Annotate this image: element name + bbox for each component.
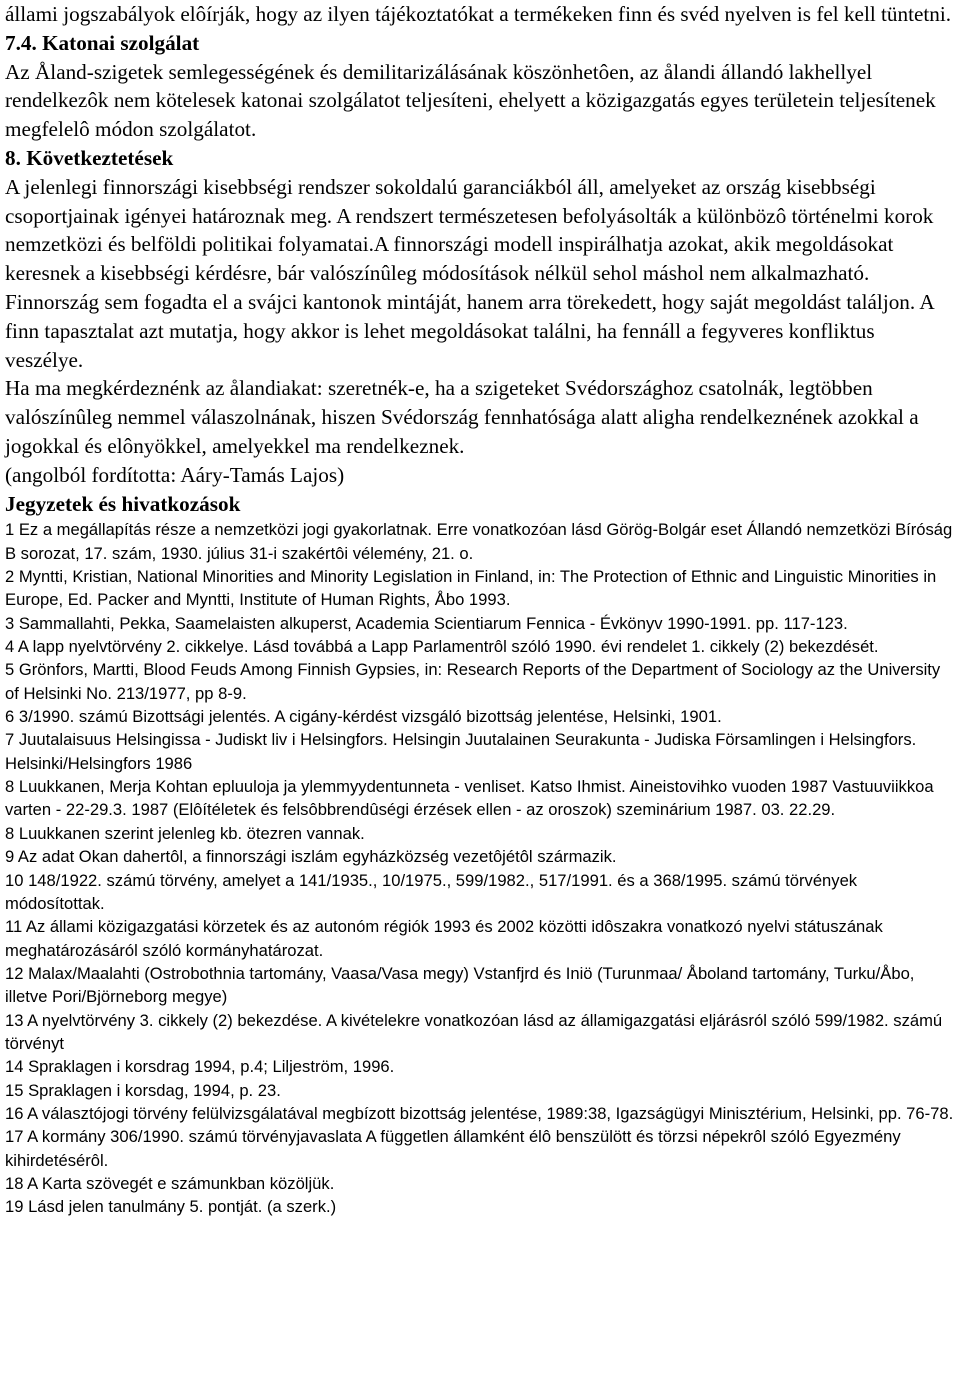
- main-text: [5, 0, 955, 490]
- reference-item: 11 Az állami közigazgatási körzetek és az autonóm régiók 1993 és 2002 közötti idôszakra vonatkozó nyelvi státuszának meghatározásáról szóló kormányhatározat.: [5, 917, 883, 960]
- reference-item: 5 Grönfors, Martti, Blood Feuds Among Finnish Gypsies, in: Research Reports of the Department of Sociology az the University of Helsinki No. 213/1977, pp 8-9.: [5, 660, 941, 703]
- reference-item: 3 Sammallahti, Pekka, Saamelaisten alkuperst, Academia Scientiarum Fennica - Évkönyv 1990-1991. pp. 117-123.: [5, 613, 848, 633]
- reference-item: 8 Luukkanen szerint jelenleg kb. ötezren vannak.: [5, 823, 365, 843]
- reference-item: 4 A lapp nyelvtörvény 2. cikkelye. Lásd továbbá a Lapp Parlamentrôl szóló 1990. évi rendelet 1. cikkely (2) bekezdését.: [5, 637, 879, 657]
- document-page: [5, 0, 955, 1219]
- section-8-paragraph-1: A jelenlegi finnországi kisebbségi rendszer sokoldalú garanciákból áll, amelyeket az ország kisebbségi csoportjainak igényei határoznak meg. A rendszert természetesen befolyásolták a különbözô történelmi korok nemzetközi és belföldi politikai folyamatai.A finnországi modell inspirálhatja azokat, akik megoldásokat keresnek a kisebbségi kérdésre, bár valószínûleg módosítások nélkül sehol máshol nem alkalmazható. Finnország sem fogadta el a svájci kantonok mintáját, hanem arra törekedett, hogy saját megoldást találjon. A finn tapasztalat azt mutatja, hogy akkor is lehet megoldásokat találni, ha fennáll a fegyveres konfliktus veszélye.: [5, 174, 934, 372]
- section-8-heading: 8. Következtetések: [5, 145, 174, 170]
- reference-item: 6 3/1990. számú Bizottsági jelentés. A cigány-kérdést vizsgáló bizottság jelentése, Helsinki, 1901.: [5, 707, 722, 727]
- reference-item: 7 Juutalaisuus Helsingissa - Judiskt liv i Helsingfors. Helsingin Juutalainen Seurakunta - Judiska Församlingen i Helsingfors. Helsinki/Helsingfors 1986: [5, 730, 917, 773]
- references-heading: Jegyzetek és hivatkozások: [5, 491, 241, 516]
- reference-item: 8 Luukkanen, Merja Kohtan epluuloja ja ylemmyydentunneta - venliset. Katso Ihmist. Aineistovihko vuoden 1987 Vastuuviikkoa varten - 22-29.3. 1987 (Elôítéletek és felsôbbrendûségi érzések ellen - az oroszok) szeminárium 1987. 03. 22.29.: [5, 777, 934, 820]
- reference-item: 18 A Karta szövegét e számunkban közöljük.: [5, 1173, 335, 1193]
- reference-item: 2 Myntti, Kristian, National Minorities and Minority Legislation in Finland, in: The Protection of Ethnic and Linguistic Minorities in Europe, Ed. Packer and Myntti, Institute of Human Rights, Åbo 1993.: [5, 567, 937, 610]
- reference-item: 14 Spraklagen i korsdrag 1994, p.4; Liljeström, 1996.: [5, 1057, 395, 1077]
- references-list: [5, 518, 955, 1218]
- reference-item: 13 A nyelvtörvény 3. cikkely (2) bekezdése. A kivételekre vonatkozóan lásd az államigazgatási eljárásról szóló 599/1982. számú törvényt: [5, 1010, 943, 1053]
- reference-item: 17 A kormány 306/1990. számú törvényjavaslata A független államként élô benszülött és törzsi népekrôl szóló Egyezmény kihirdetésérôl.: [5, 1127, 901, 1170]
- reference-item: 12 Malax/Maalahti (Ostrobothnia tartomány, Vaasa/Vasa megy) Vstanfjrd és Iniö (Turunmaa/ Åboland tartomány, Turku/Åbo, illetve Pori/Björneborg megye): [5, 963, 915, 1007]
- reference-item: 19 Lásd jelen tanulmány 5. pontját. (a szerk.): [5, 1197, 337, 1217]
- reference-item: 15 Spraklagen i korsdag, 1994, p. 23.: [5, 1080, 281, 1100]
- translator-credit: (angolból fordította: Aáry-Tamás Lajos): [5, 462, 345, 487]
- reference-item: 9 Az adat Okan dahertôl, a finnországi iszlám egyházközség vezetôjétôl származik.: [5, 847, 617, 867]
- section-8-paragraph-2: Ha ma megkérdeznénk az ålandiakat: szeretnék-e, ha a szigeteket Svédországhoz csatolnák, legtöbben valószínûleg nemmel válaszolnának, hiszen Svédország fennhatósága alatt aligha rendelkeznének azokkal a jogokkal és elônyökkel, amelyekkel ma rendelkeznek.: [5, 376, 919, 458]
- section-7-4-body: Az Åland-szigetek semlegességének és demilitarizálásának köszönhetôen, az ålandi állandó lakhellyel rendelkezôk nem kötelesek katonai szolgálatot teljesíteni, ehelyett a közigazgatás egyes területein teljesítenek megfelelô módon szolgálatot.: [5, 59, 936, 142]
- reference-item: 16 A választójogi törvény felülvizsgálatával megbízott bizottság jelentése, 1989:38, Igazságügyi Minisztérium, Helsinki, pp. 76-78.: [5, 1103, 954, 1123]
- reference-item: 1 Ez a megállapítás része a nemzetközi jogi gyakorlatnak. Erre vonatkozóan lásd Görög-Bolgár eset Állandó nemzetközi Bíróság B sorozat, 17. szám, 1930. július 31-i szakértôi vélemény, 21. o.: [5, 520, 953, 563]
- intro-paragraph: állami jogszabályok elôírják, hogy az ilyen tájékoztatókat a termékeken finn és svéd nyelven is fel kell tüntetni.: [5, 2, 952, 26]
- reference-item: 10 148/1922. számú törvény, amelyet a 141/1935., 10/1975., 599/1982., 517/1991. és a 368/1995. számú törvények módosítottak.: [5, 870, 858, 913]
- section-7-4-heading: 7.4. Katonai szolgálat: [5, 30, 200, 55]
